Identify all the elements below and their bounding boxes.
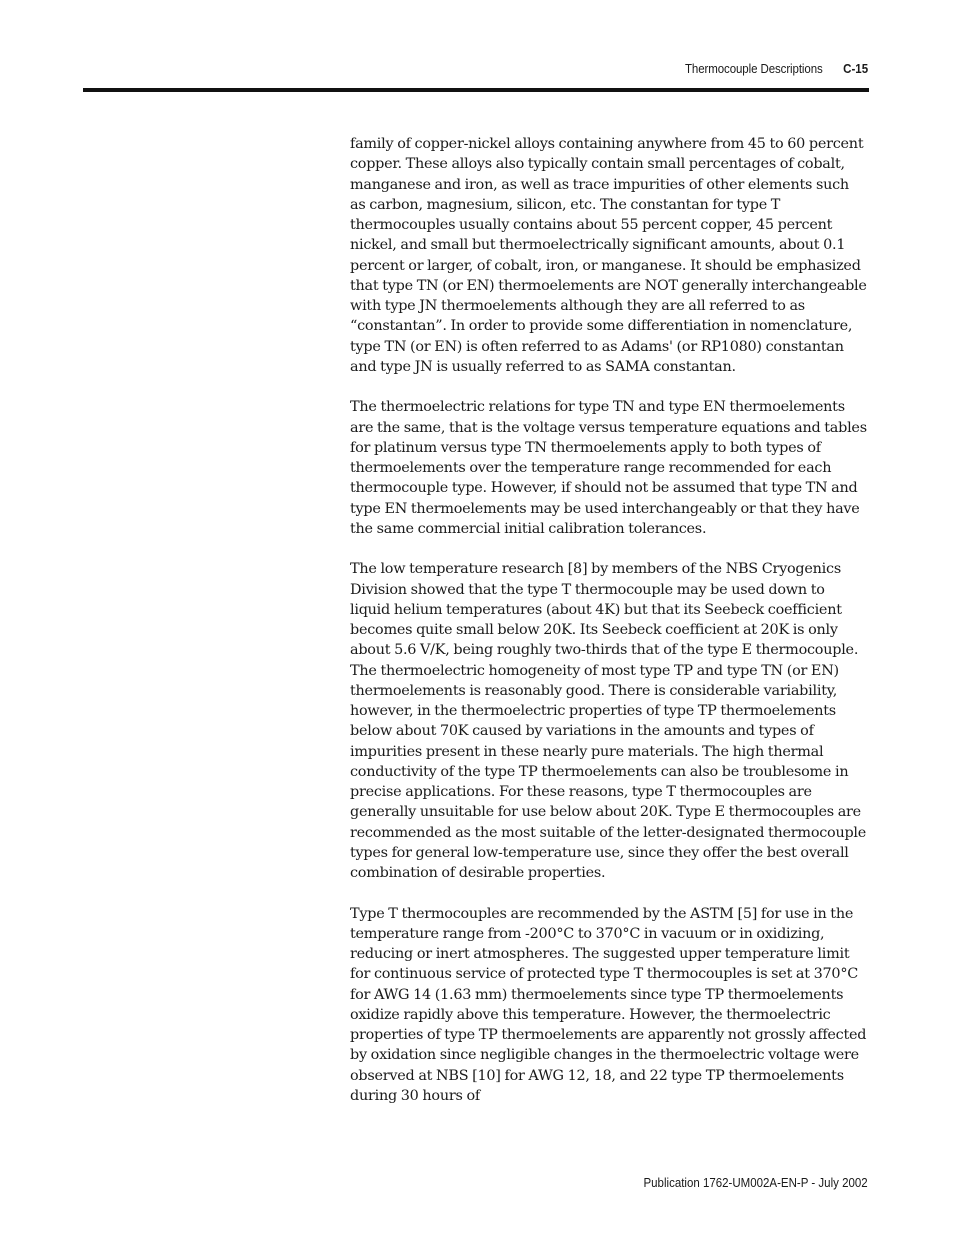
paragraph-thermoelectric-relations: The thermoelectric relations for type TN and type EN thermoelements are the same, that is the voltage versus temperature equations and tables for platinum versus type TN thermoelements apply to both types of thermoelements over the temperature range recommended for each thermocouple type. However, if should not be assumed that type TN and type EN thermoelements may be used interchangeably or that they have the same commercial initial calibration tolerances. [350,399,867,537]
section-title: Thermocouple Descriptions [685,62,823,76]
body-text [350,134,868,1126]
page-number: C-15 [843,62,868,76]
publication-footer: Publication 1762-UM002A-EN-P - July 2002 [643,1176,868,1190]
paragraph-astm-recommendations: Type T thermocouples are recommended by the ASTM [5] for use in the temperature range from -200°C to 370°C in vacuum or in oxidizing, reducing or inert atmospheres. The suggested upper temperature limit for continuous service of protected type T thermocouples is set at 370°C for AWG 14 (1.63 mm) thermoelements since type TP thermoelements oxidize rapidly above this temperature. However, the thermoelectric properties of type TP thermoelements are apparently not grossly affected by oxidation since negligible changes in the thermoelectric voltage were observed at NBS [10] for AWG 12, 18, and 22 type TP thermoelements during 30 hours of [350,905,867,1104]
header-rule [83,88,869,92]
paragraph-low-temperature-research: The low temperature research [8] by members of the NBS Cryogenics Division showed that the type T thermocouple may be used down to liquid helium temperatures (about 4K) but that its Seebeck coefficient becomes quite small below 20K. Its Seebeck coefficient at 20K is only about 5.6 V/K, being roughly two-thirds that of the type E thermocouple. The thermoelectric homogeneity of most type TP and type TN (or EN) thermoelements is reasonably good. There is considerable variability, however, in the thermoelectric properties of type TP thermoelements below about 70K caused by variations in the amounts and types of impurities present in these nearly pure materials. The high thermal conductivity of the type TP thermoelements can also be troublesome in precise applications. For these reasons, type T thermocouples are generally unsuitable for use below about 20K. Type E thermocouples are recommended as the most suitable of the letter-designated thermocouple types for general low-temperature use, since they offer the best overall combination of desirable properties. [350,561,867,881]
paragraph-constantan-composition: family of copper-nickel alloys containing anywhere from 45 to 60 percent copper. These alloys also typically contain small percentages of cobalt, manganese and iron, as well as trace impurities of other elements such as carbon, magnesium, silicon, etc. The constantan for type T thermocouples usually contains about 55 percent copper, 45 percent nickel, and small but thermoelectrically significant amounts, about 0.1 percent or larger, of cobalt, iron, or manganese. It should be emphasized that type TN (or EN) thermoelements are NOT generally interchangeable with type JN thermoelements although they are all referred to as “constantan”. In order to provide some differentiation in nomenclature, type TN (or EN) is often referred to as Adams' (or RP1080) constantan and type JN is usually referred to as SAMA constantan. [350,136,867,375]
page-header [673,62,868,76]
